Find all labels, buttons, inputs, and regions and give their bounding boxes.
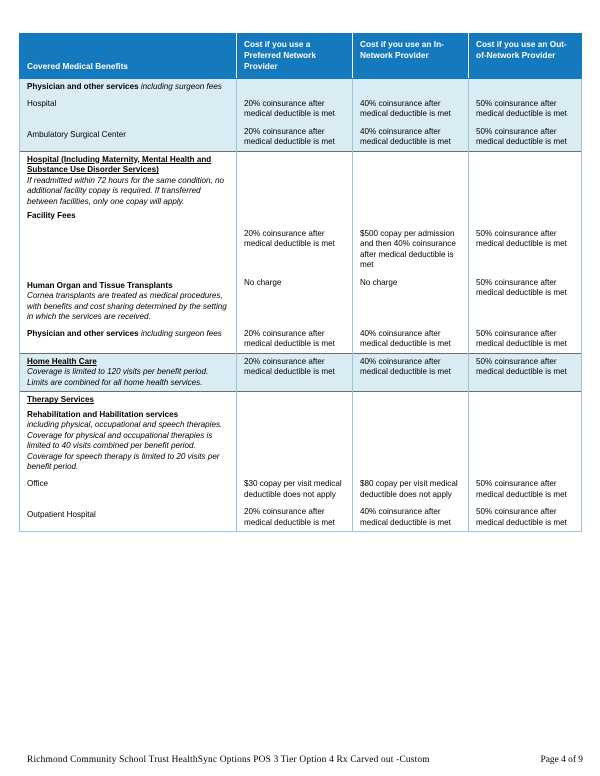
- cost-out-of-network-cell: 50% coinsurance after medical deductible is met: [469, 96, 582, 123]
- cost-in-network-cell: 40% coinsurance after medical deductible is met: [353, 503, 469, 532]
- benefit-title: Outpatient Hospital: [27, 510, 96, 520]
- cost-in-network-cell: [353, 392, 469, 476]
- benefit-title: Physician and other services: [27, 82, 139, 92]
- cost-out-of-network-cell: [469, 79, 582, 96]
- benefit-title: Physician and other services: [27, 328, 139, 338]
- covered-medical-benefits-table: [19, 33, 582, 532]
- footer-plan-title: Richmond Community School Trust HealthSync Options POS 3 Tier Option 4 Rx Carved out -Custom: [27, 755, 430, 765]
- cost-preferred-cell: $30 copay per visit medical deductible does not apply: [237, 476, 353, 503]
- benefit-note: If readmitted within 72 hours for the same condition, no additional facility copay is required. If transferred between facilities, only one copay will apply.: [27, 175, 225, 206]
- benefit-title: Hospital (Including Maternity, Mental Health and Substance Use Disorder Services): [27, 154, 212, 175]
- benefit-cell: [20, 326, 237, 354]
- cost-preferred-cell: 20% coinsurance after medical deductible is met: [237, 503, 353, 532]
- benefit-title: Hospital: [27, 98, 57, 108]
- column-header-out-of-network: Cost if you use an Out-of-Network Provider: [469, 34, 582, 79]
- cost-in-network-cell: 40% coinsurance after medical deductible is met: [353, 123, 469, 152]
- benefit-title-tail: including surgeon fees: [140, 82, 222, 92]
- table-row: [20, 392, 582, 476]
- cost-in-network-cell: 40% coinsurance after medical deductible is met: [353, 326, 469, 354]
- table-row: [20, 151, 582, 274]
- table-row: [20, 353, 582, 392]
- table-row: [20, 503, 582, 532]
- cost-preferred-cell: [237, 392, 353, 476]
- benefit-title: Therapy Services: [27, 395, 95, 405]
- benefit-cell: [20, 392, 237, 476]
- table-body: [20, 79, 582, 532]
- benefit-title-tail: including surgeon fees: [140, 328, 222, 338]
- benefit-subtitle: Rehabilitation and Habilitation services: [27, 409, 179, 419]
- benefit-cell: [20, 96, 237, 123]
- benefit-cell: [20, 353, 237, 392]
- cost-preferred-cell: 20% coinsurance after medical deductible is met: [237, 123, 353, 152]
- cost-in-network-cell: [353, 151, 469, 274]
- benefit-note: Coverage for physical and occupational therapies is limited to 40 visits combined per benefit period. Coverage for speech therapy is limited to 20 visits per benefit period.: [27, 430, 220, 472]
- table-header: [20, 34, 582, 79]
- cost-out-of-network-cell: [469, 151, 582, 274]
- cost-in-network-cell: 40% coinsurance after medical deductible is met: [353, 96, 469, 123]
- column-header-covered-medical-benefits: Covered Medical Benefits: [20, 34, 237, 79]
- benefit-title: Office: [27, 478, 48, 488]
- table-row: [20, 326, 582, 354]
- cost-out-of-network-cell: 50% coinsurance after medical deductible is met: [469, 274, 582, 326]
- cost-in-network-cell: [353, 79, 469, 96]
- table-row: [20, 274, 582, 326]
- benefit-subtitle-tail: including physical, occupational and speech therapies.: [27, 420, 223, 430]
- cost-out-of-network-cell: 50% coinsurance after medical deductible is met: [469, 326, 582, 354]
- table-row: [20, 476, 582, 503]
- cost-out-of-network-cell: [469, 392, 582, 476]
- cost-preferred-cell: [237, 79, 353, 96]
- benefit-note: Cornea transplants are treated as medical procedures, with benefits and cost sharing determined by the setting in which the services are received.: [27, 291, 227, 322]
- cost-in-network-cell: 40% coinsurance after medical deductible is met: [353, 353, 469, 392]
- column-header-preferred-network: Cost if you use a Preferred Network Provider: [237, 34, 353, 79]
- benefit-cell: [20, 274, 237, 326]
- cost-in-network-cell: $80 copay per visit medical deductible does not apply: [353, 476, 469, 503]
- benefit-cell: [20, 79, 237, 96]
- table-header-row: [20, 34, 582, 79]
- cost-out-of-network-cell: 50% coinsurance after medical deductible is met: [469, 123, 582, 152]
- cost-preferred-cell: 20% coinsurance after medical deductible is met: [237, 353, 353, 392]
- benefit-note: Coverage is limited to 120 visits per benefit period. Limits are combined for all home health services.: [27, 367, 209, 387]
- column-header-in-network: Cost if you use an In-Network Provider: [353, 34, 469, 79]
- benefit-cell: [20, 476, 237, 503]
- cost-preferred-cell: [237, 151, 353, 274]
- cost-preferred-cell: No charge: [237, 274, 353, 326]
- cost-out-of-network-cell: 50% coinsurance after medical deductible is met: [469, 476, 582, 503]
- cost-preferred-text: 20% coinsurance after medical deductible is met: [244, 228, 335, 249]
- cost-in-network-text: $500 copay per admission and then 40% coinsurance after medical deductible is met: [360, 228, 456, 270]
- benefit-title: Home Health Care: [27, 356, 97, 366]
- benefit-cell: [20, 151, 237, 274]
- benefit-title: Ambulatory Surgical Center: [27, 129, 126, 139]
- benefit-title: Human Organ and Tissue Transplants: [27, 280, 173, 290]
- benefit-cell: [20, 123, 237, 152]
- cost-out-of-network-text: 50% coinsurance after medical deductible is met: [476, 228, 567, 249]
- footer-page-number: Page 4 of 9: [540, 755, 583, 765]
- cost-out-of-network-cell: 50% coinsurance after medical deductible is met: [469, 503, 582, 532]
- cost-preferred-cell: 20% coinsurance after medical deductible is met: [237, 96, 353, 123]
- cost-out-of-network-cell: 50% coinsurance after medical deductible is met: [469, 353, 582, 392]
- table-row: [20, 123, 582, 152]
- table-row: [20, 96, 582, 123]
- table-row: [20, 79, 582, 96]
- cost-preferred-cell: 20% coinsurance after medical deductible is met: [237, 326, 353, 354]
- benefit-cell: [20, 503, 237, 532]
- cost-in-network-cell: No charge: [353, 274, 469, 326]
- page-footer: [27, 755, 583, 765]
- benefit-subtitle: Facility Fees: [27, 211, 76, 221]
